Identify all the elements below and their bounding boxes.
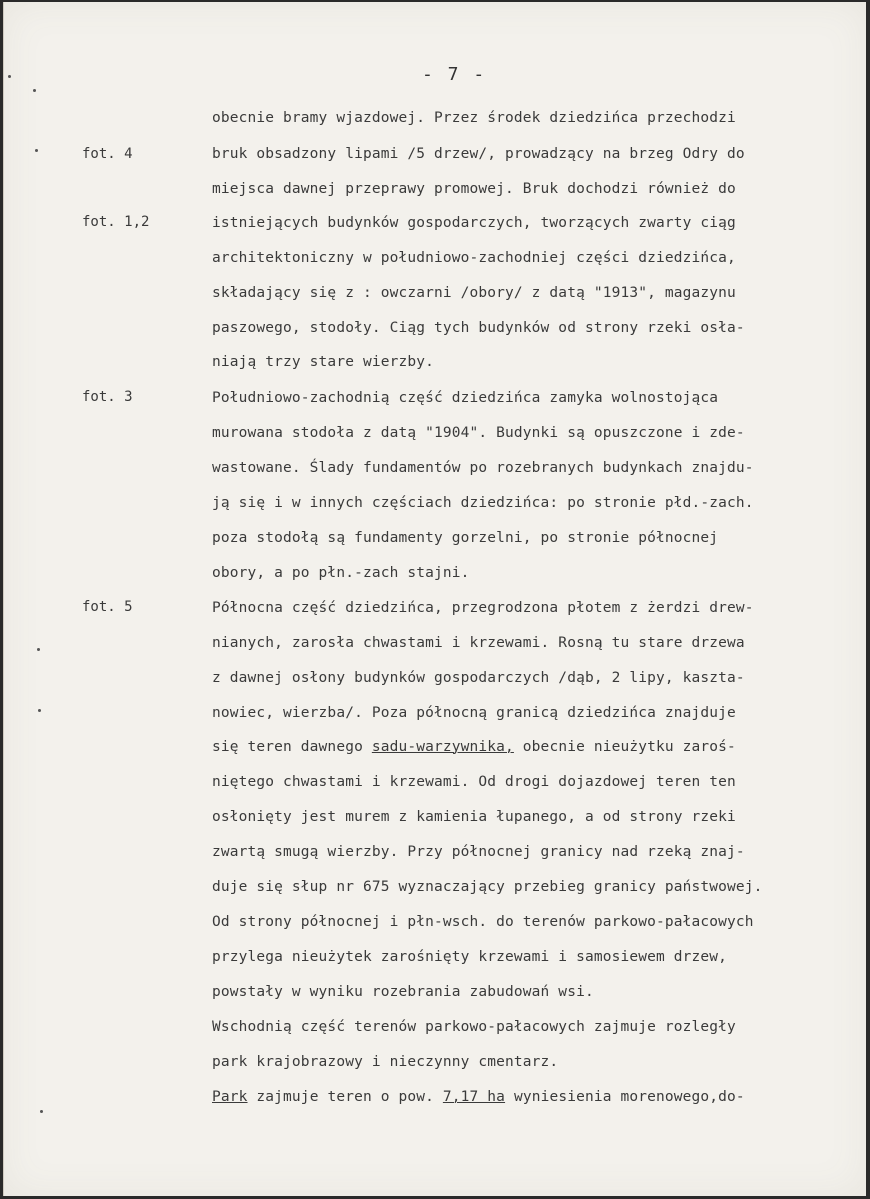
margin-note: fot. 4 [82,146,133,162]
text-fragment: się teren dawnego [212,739,372,755]
text-line: paszowego, stodoły. Ciąg tych budynków od strony rzeki osła- [212,320,745,336]
text-line: park krajobrazowy i nieczynny cmentarz. [212,1054,559,1070]
text-line: osłonięty jest murem z kamienia łupanego, a od strony rzeki [212,809,736,825]
text-line: przylega nieużytek zarośnięty krzewami i samosiewem drzew, [212,949,728,965]
text-line: ją się i w innych częściach dziedzińca: po stronie płd.-zach. [212,495,754,511]
text-line: bruk obsadzony lipami /5 drzew/, prowadzący na brzeg Odry do [212,146,745,162]
text-line: miejsca dawnej przeprawy promowej. Bruk dochodzi również do [212,181,736,197]
text-line: architektoniczny w południowo-zachodniej części dziedzińca, [212,250,736,266]
text-line: niętego chwastami i krzewami. Od drogi dojazdowej teren ten [212,774,736,790]
text-line: istniejących budynków gospodarczych, tworzących zwarty ciąg [212,215,736,231]
text-line: Od strony północnej i płn-wsch. do terenów parkowo-pałacowych [212,914,754,930]
text-line: Południowo-zachodnią część dziedzińca zamyka wolnostojąca [212,390,719,406]
text-line: nowiec, wierzba/. Poza północną granicą dziedzińca znajduje [212,705,736,721]
text-line [212,737,736,757]
text-line: składający się z : owczarni /obory/ z datą "1913", magazynu [212,285,736,301]
margin-dot [33,89,36,92]
margin-dot [40,1110,43,1113]
text-line: Północna część dziedzińca, przegrodzona płotem z żerdzi drew- [212,600,754,616]
text-fragment: obecnie nieużytku zaroś- [513,739,736,755]
underlined-text: 7,17 ha [442,1089,506,1105]
text-line: z dawnej osłony budynków gospodarczych /dąb, 2 lipy, kaszta- [212,670,745,686]
text-line: duje się słup nr 675 wyznaczający przebieg granicy państwowej. [212,879,763,895]
text-line: wastowane. Ślady fundamentów po rozebranych budynkach znajdu- [212,460,754,476]
margin-dot [8,75,11,78]
margin-note: fot. 5 [82,599,133,615]
margin-dot [35,149,38,152]
text-fragment: zajmuje teren o pow. [247,1089,443,1105]
margin-note: fot. 1,2 [82,214,150,230]
text-line [212,1087,745,1107]
text-line: poza stodołą są fundamenty gorzelni, po stronie północnej [212,530,719,546]
text-line: obecnie bramy wjazdowej. Przez środek dziedzińca przechodzi [212,110,736,126]
underlined-text: sadu-warzywnika, [371,739,514,755]
margin-dot [37,648,40,651]
text-line: Wschodnią część terenów parkowo-pałacowych zajmuje rozległy [212,1019,736,1035]
text-line: murowana stodoła z datą "1904". Budynki są opuszczone i zde- [212,425,745,441]
text-fragment: wyniesienia morenowego,do- [505,1089,745,1105]
text-line: niają trzy stare wierzby. [212,354,434,370]
text-line: nianych, zarosła chwastami i krzewami. Rosną tu stare drzewa [212,635,745,651]
margin-note: fot. 3 [82,389,133,405]
text-line: obory, a po płn.-zach stajni. [212,565,470,581]
margin-dot [38,709,41,712]
document-page [3,2,866,1196]
text-line: powstały w wyniku rozebrania zabudowań wsi. [212,984,594,1000]
underlined-text: Park [212,1089,248,1105]
text-line: zwartą smugą wierzby. Przy północnej granicy nad rzeką znaj- [212,844,745,860]
page-number: - 7 - [422,64,487,85]
